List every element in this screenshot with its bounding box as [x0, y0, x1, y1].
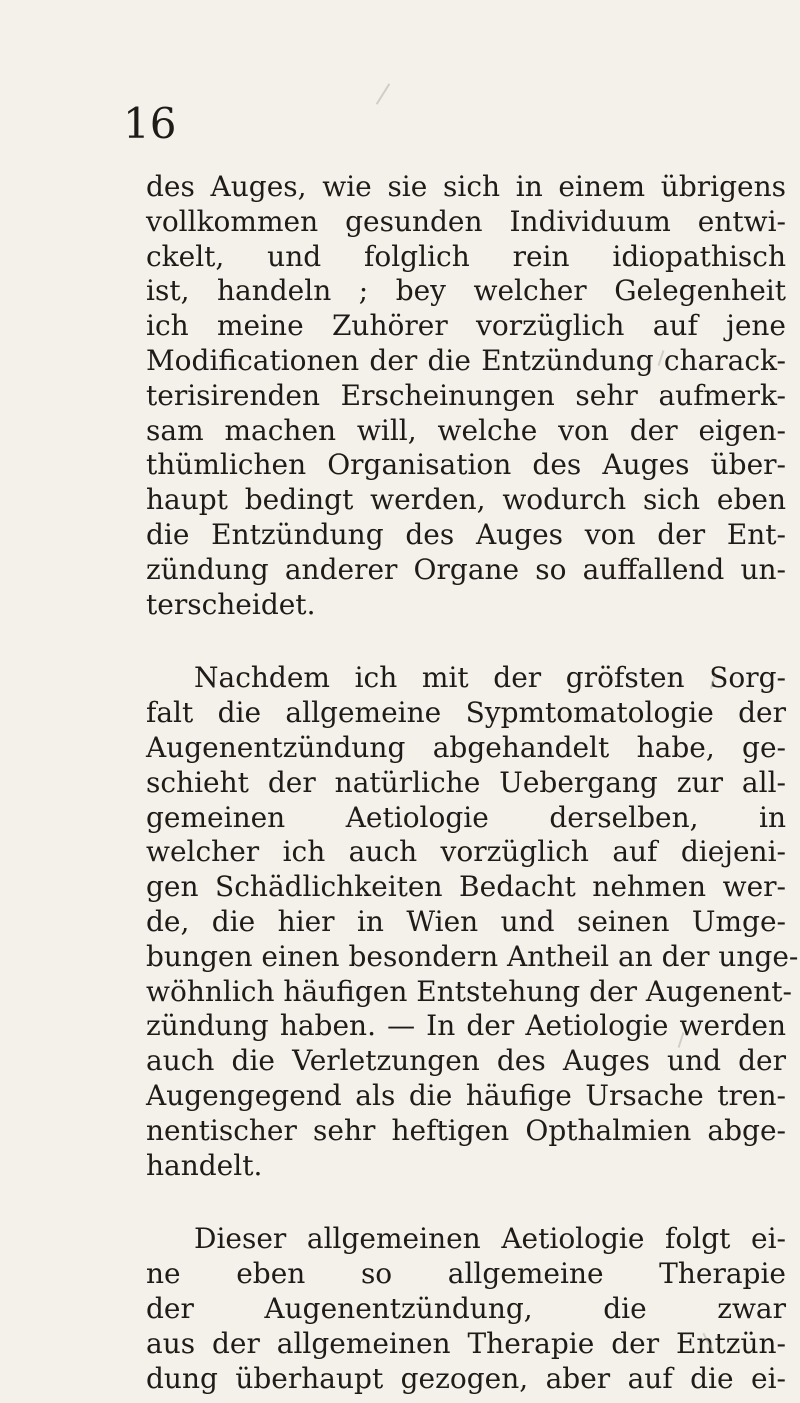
- paper-mark: [376, 83, 390, 104]
- text-line: handelt.: [146, 1148, 263, 1182]
- text-line: wöhnlich häufigen Entstehung der Augenent-: [146, 974, 792, 1008]
- text-line: aus der allgemeinen Therapie der Entzün-: [146, 1326, 786, 1360]
- page-number: 16: [123, 99, 177, 148]
- text-line: dung überhaupt gezogen, aber auf die ei-: [146, 1361, 786, 1395]
- text-line: thümlichen Organisation des Auges über-: [146, 448, 786, 482]
- text-line: haupt bedingt werden, wodurch sich eben: [146, 483, 786, 517]
- text-line: bungen einen besondern Antheil an der unge-: [146, 939, 799, 973]
- text-line: terisirenden Erscheinungen sehr aufmerk-: [146, 378, 786, 412]
- text-line: zündung anderer Organe so auffallend un-: [146, 552, 786, 586]
- text-line: auch die Verletzungen des Auges und der: [146, 1044, 786, 1078]
- text-line: welcher ich auch vorzüglich auf diejeni-: [146, 835, 786, 869]
- text-line: ckelt, und folglich rein idiopathisch: [146, 239, 786, 273]
- text-line: falt die allgemeine Sypmtomatologie der: [146, 696, 786, 730]
- text-line: Dieser allgemeinen Aetiologie folgt ei-: [194, 1222, 786, 1256]
- text-line: nentischer sehr heftigen Opthalmien abge-: [146, 1113, 786, 1147]
- text-line: sam machen will, welche von der eigen-: [146, 413, 786, 447]
- paragraph-3: [146, 1222, 786, 1396]
- text-line: die Entzündung des Auges von der Ent-: [146, 517, 786, 551]
- text-line: ich meine Zuhörer vorzüglich auf jene: [146, 309, 786, 343]
- text-line: Augenentzündung abgehandelt habe, ge-: [146, 730, 786, 764]
- body-text: [146, 170, 799, 1396]
- text-line: Modificationen der die Entzündung charack-: [146, 343, 786, 377]
- text-line: vollkommen gesunden Individuum entwi-: [146, 204, 786, 238]
- text-line: Nachdem ich mit der gröfsten Sorg-: [194, 661, 786, 695]
- text-line: ne eben so allgemeine Therapie: [146, 1257, 786, 1291]
- text-line: ist, handeln ; bey welcher Gelegenheit: [146, 274, 786, 308]
- text-line: terscheidet.: [146, 587, 316, 621]
- paragraph-2: [146, 661, 799, 1183]
- text-line: gen Schädlichkeiten Bedacht nehmen wer-: [146, 870, 786, 904]
- text-line: de, die hier in Wien und seinen Umge-: [146, 904, 786, 938]
- text-line: schieht der natürliche Uebergang zur all-: [146, 765, 786, 799]
- paragraph-1: [146, 170, 786, 622]
- text-line: zündung haben. — In der Aetiologie werden: [146, 1009, 786, 1043]
- text-line: Augengegend als die häufige Ursache tren-: [146, 1078, 786, 1112]
- text-line: der Augenentzündung, die zwar: [146, 1291, 786, 1325]
- text-line: gemeinen Aetiologie derselben, in: [146, 800, 786, 834]
- text-line: des Auges, wie sie sich in einem übrigens: [146, 170, 786, 203]
